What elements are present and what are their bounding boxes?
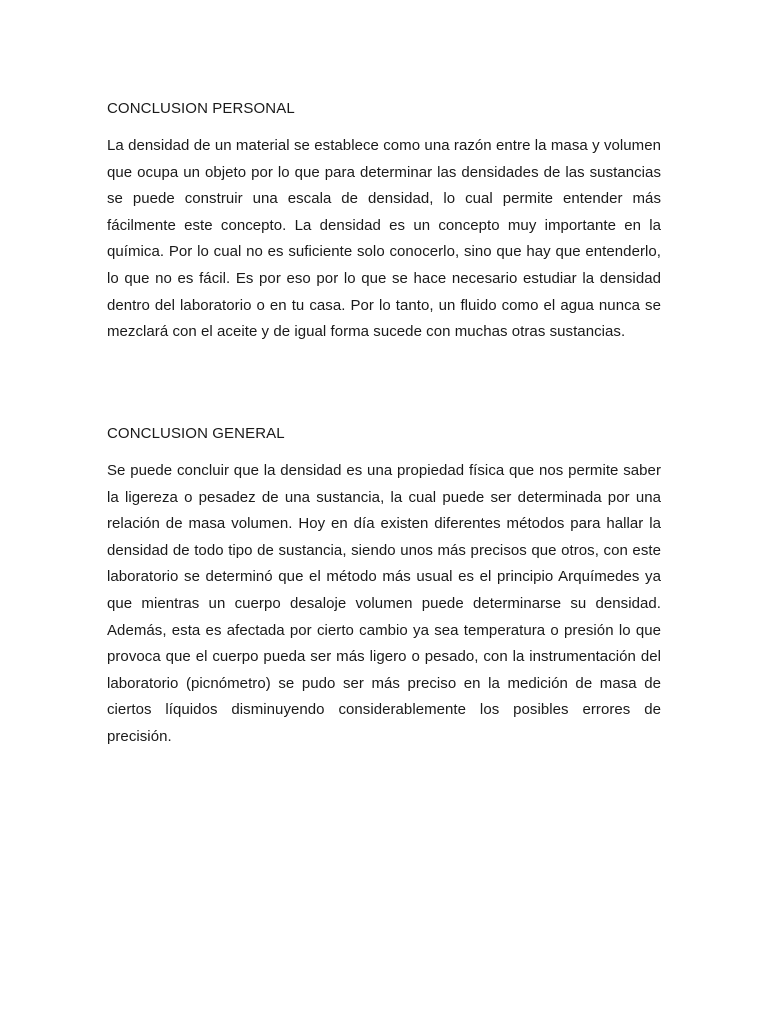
section-heading: CONCLUSION PERSONAL xyxy=(107,100,295,117)
section-conclusion-general xyxy=(107,424,661,751)
section-heading: CONCLUSION GENERAL xyxy=(107,425,285,442)
section-paragraph: Se puede concluir que la densidad es una propiedad física que nos permite saber la ligereza o pesadez de una sustancia, la cual puede ser determinada por una relación de masa volumen. Hoy en día existen diferentes métodos para hallar la densidad de todo tipo de sustancia, siendo unos más precisos que otros, con este laboratorio se determinó que el método más usual es el principio Arquímedes ya que mientras un cuerpo desaloje volumen puede determinarse su densidad. Además, esta es afectada por cierto cambio ya sea temperatura o presión lo que provoca que el cuerpo pueda ser más ligero o pesado, con la instrumentación del laboratorio (picnómetro) se pudo ser más preciso en la medición de masa de ciertos líquidos disminuyendo considerablemente los posibles errores de precisión. xyxy=(107,462,661,745)
section-paragraph: La densidad de un material se establece como una razón entre la masa y volumen que ocupa un objeto por lo que para determinar las densidades de las sustancias se puede construir una escala de densidad, lo cual permite entender más fácilmente este concepto. La densidad es un concepto muy importante en la química. Por lo cual no es suficiente solo conocerlo, sino que hay que entenderlo, lo que no es fácil. Es por eso por lo que se hace necesario estudiar la densidad dentro del laboratorio o en tu casa. Por lo tanto, un fluido como el agua nunca se mezclará con el aceite y de igual forma sucede con muchas otras sustancias. xyxy=(107,137,661,341)
section-conclusion-personal xyxy=(107,99,661,346)
